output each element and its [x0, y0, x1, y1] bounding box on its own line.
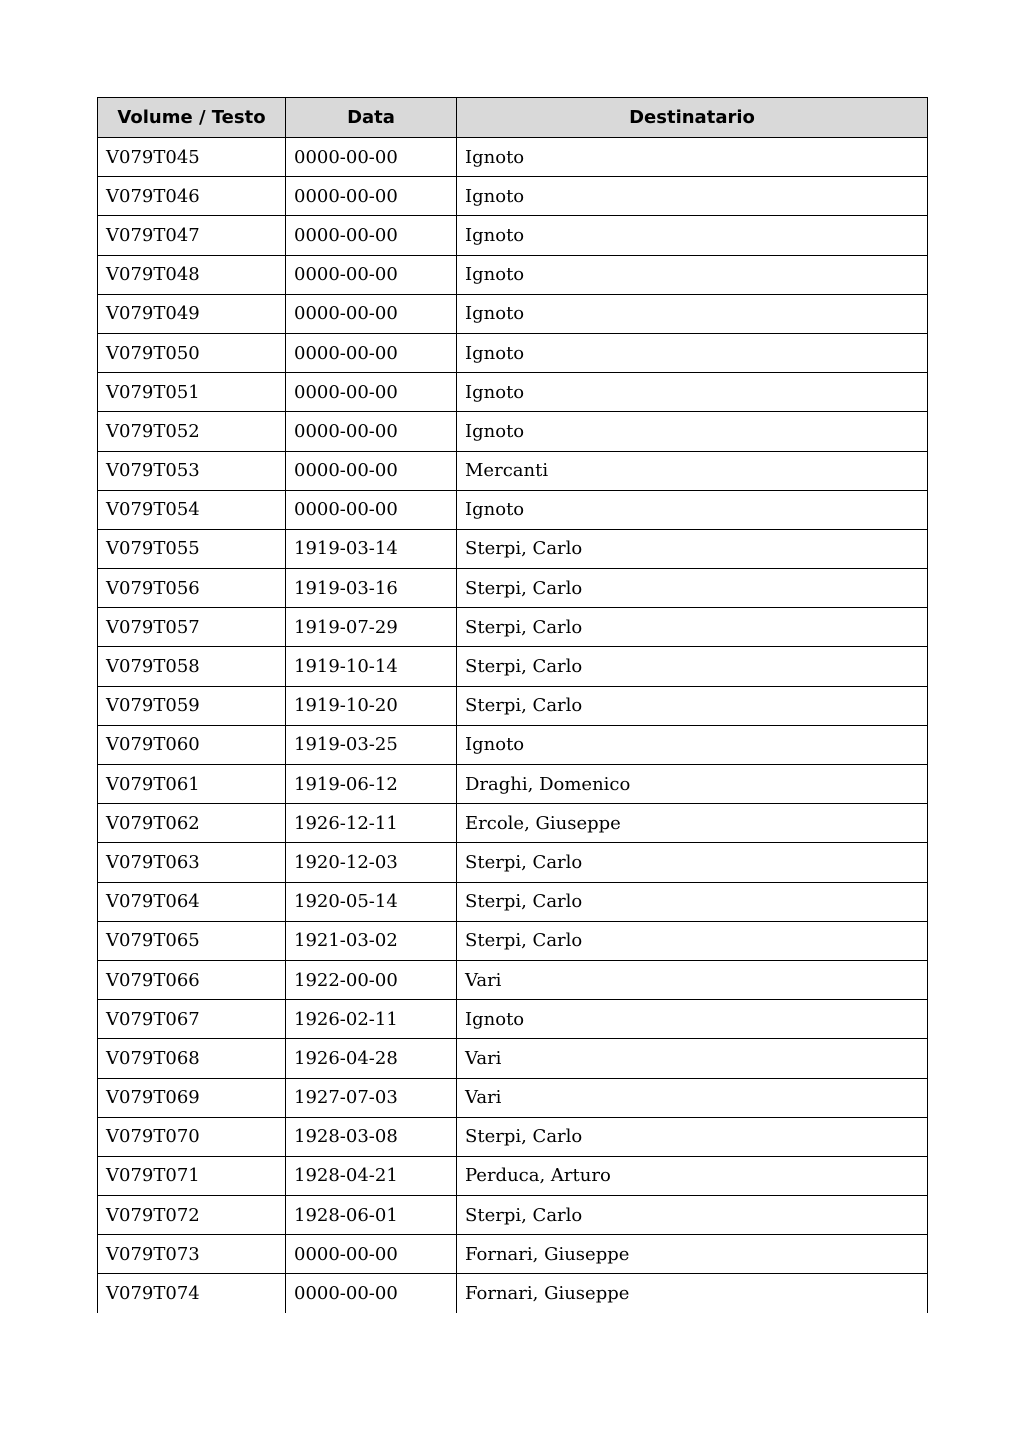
- cell-date: 1926-02-11: [286, 1000, 457, 1039]
- cell-recipient: Ignoto: [457, 177, 928, 216]
- table-row: [98, 255, 928, 294]
- cell-volume: V079T065: [98, 921, 286, 960]
- table-row: [98, 1039, 928, 1078]
- cell-recipient: Vari: [457, 1039, 928, 1078]
- cell-recipient: Sterpi, Carlo: [457, 569, 928, 608]
- table-row: [98, 177, 928, 216]
- cell-recipient: Vari: [457, 960, 928, 999]
- cell-volume: V079T055: [98, 529, 286, 568]
- table-row: [98, 490, 928, 529]
- cell-volume: V079T058: [98, 647, 286, 686]
- cell-volume: V079T066: [98, 960, 286, 999]
- cell-date: 0000-00-00: [286, 216, 457, 255]
- cell-volume: V079T057: [98, 608, 286, 647]
- table-row: [98, 1196, 928, 1235]
- cell-recipient: Perduca, Arturo: [457, 1156, 928, 1195]
- cell-volume: V079T070: [98, 1117, 286, 1156]
- cell-date: 1928-03-08: [286, 1117, 457, 1156]
- cell-volume: V079T045: [98, 138, 286, 177]
- cell-volume: V079T059: [98, 686, 286, 725]
- cell-date: 1919-07-29: [286, 608, 457, 647]
- cell-recipient: Ignoto: [457, 1000, 928, 1039]
- table-row: [98, 451, 928, 490]
- cell-recipient: Vari: [457, 1078, 928, 1117]
- cell-volume: V079T063: [98, 843, 286, 882]
- header-row: [98, 98, 928, 138]
- cell-date: 0000-00-00: [286, 412, 457, 451]
- cell-volume: V079T064: [98, 882, 286, 921]
- cell-recipient: Ignoto: [457, 333, 928, 372]
- table-row: [98, 1000, 928, 1039]
- cell-volume: V079T049: [98, 294, 286, 333]
- cell-volume: V079T053: [98, 451, 286, 490]
- cell-date: 1919-03-14: [286, 529, 457, 568]
- table-row: [98, 765, 928, 804]
- cell-volume: V079T050: [98, 333, 286, 372]
- cell-volume: V079T054: [98, 490, 286, 529]
- cell-recipient: Sterpi, Carlo: [457, 686, 928, 725]
- table-row: [98, 1078, 928, 1117]
- cell-recipient: Ignoto: [457, 412, 928, 451]
- cell-date: 1919-03-25: [286, 725, 457, 764]
- cell-volume: V079T047: [98, 216, 286, 255]
- cell-recipient: Sterpi, Carlo: [457, 608, 928, 647]
- cell-recipient: Sterpi, Carlo: [457, 647, 928, 686]
- table-row: [98, 686, 928, 725]
- cell-date: 0000-00-00: [286, 490, 457, 529]
- cell-recipient: Ignoto: [457, 216, 928, 255]
- cell-recipient: Ignoto: [457, 138, 928, 177]
- column-header-volume: Volume / Testo: [98, 98, 286, 138]
- cell-volume: V079T072: [98, 1196, 286, 1235]
- cell-recipient: Sterpi, Carlo: [457, 1117, 928, 1156]
- cell-date: 0000-00-00: [286, 255, 457, 294]
- cell-recipient: Fornari, Giuseppe: [457, 1274, 928, 1313]
- cell-recipient: Fornari, Giuseppe: [457, 1235, 928, 1274]
- cell-date: 1921-03-02: [286, 921, 457, 960]
- table-row: [98, 138, 928, 177]
- table-row: [98, 569, 928, 608]
- table-row: [98, 921, 928, 960]
- cell-date: 0000-00-00: [286, 1274, 457, 1313]
- table-row: [98, 608, 928, 647]
- cell-recipient: Sterpi, Carlo: [457, 882, 928, 921]
- table-row: [98, 294, 928, 333]
- cell-volume: V079T060: [98, 725, 286, 764]
- table-row: [98, 960, 928, 999]
- cell-date: 1922-00-00: [286, 960, 457, 999]
- cell-volume: V079T071: [98, 1156, 286, 1195]
- table-row: [98, 412, 928, 451]
- cell-recipient: Sterpi, Carlo: [457, 843, 928, 882]
- column-header-date: Data: [286, 98, 457, 138]
- table-row: [98, 804, 928, 843]
- cell-recipient: Ignoto: [457, 294, 928, 333]
- cell-date: 1919-10-20: [286, 686, 457, 725]
- cell-date: 1926-12-11: [286, 804, 457, 843]
- cell-date: 0000-00-00: [286, 294, 457, 333]
- cell-volume: V079T074: [98, 1274, 286, 1313]
- table-row: [98, 1156, 928, 1195]
- table-row: [98, 882, 928, 921]
- cell-date: 1927-07-03: [286, 1078, 457, 1117]
- cell-recipient: Ignoto: [457, 255, 928, 294]
- cell-recipient: Mercanti: [457, 451, 928, 490]
- cell-date: 0000-00-00: [286, 1235, 457, 1274]
- cell-volume: V079T062: [98, 804, 286, 843]
- cell-date: 0000-00-00: [286, 177, 457, 216]
- cell-date: 1926-04-28: [286, 1039, 457, 1078]
- cell-date: 1920-12-03: [286, 843, 457, 882]
- cell-volume: V079T073: [98, 1235, 286, 1274]
- table-row: [98, 647, 928, 686]
- cell-volume: V079T067: [98, 1000, 286, 1039]
- table-row: [98, 1235, 928, 1274]
- table-row: [98, 373, 928, 412]
- cell-date: 1928-04-21: [286, 1156, 457, 1195]
- cell-volume: V079T051: [98, 373, 286, 412]
- cell-recipient: Sterpi, Carlo: [457, 921, 928, 960]
- table-row: [98, 529, 928, 568]
- cell-recipient: Draghi, Domenico: [457, 765, 928, 804]
- table-row: [98, 1117, 928, 1156]
- cell-date: 1919-06-12: [286, 765, 457, 804]
- table-body: [98, 138, 928, 1314]
- cell-volume: V079T048: [98, 255, 286, 294]
- table-row: [98, 843, 928, 882]
- table-row: [98, 216, 928, 255]
- cell-recipient: Ignoto: [457, 725, 928, 764]
- letters-table: [97, 97, 928, 1313]
- cell-recipient: Ignoto: [457, 490, 928, 529]
- column-header-recipient: Destinatario: [457, 98, 928, 138]
- table-header: [98, 98, 928, 138]
- cell-volume: V079T056: [98, 569, 286, 608]
- table-row: [98, 1274, 928, 1313]
- cell-date: 1920-05-14: [286, 882, 457, 921]
- cell-date: 1919-10-14: [286, 647, 457, 686]
- document-page: [97, 97, 927, 1313]
- cell-recipient: Ercole, Giuseppe: [457, 804, 928, 843]
- cell-date: 1928-06-01: [286, 1196, 457, 1235]
- cell-recipient: Ignoto: [457, 373, 928, 412]
- cell-date: 0000-00-00: [286, 451, 457, 490]
- cell-volume: V079T046: [98, 177, 286, 216]
- cell-recipient: Sterpi, Carlo: [457, 529, 928, 568]
- cell-volume: V079T069: [98, 1078, 286, 1117]
- cell-volume: V079T068: [98, 1039, 286, 1078]
- cell-recipient: Sterpi, Carlo: [457, 1196, 928, 1235]
- cell-volume: V079T061: [98, 765, 286, 804]
- cell-date: 0000-00-00: [286, 138, 457, 177]
- cell-volume: V079T052: [98, 412, 286, 451]
- cell-date: 1919-03-16: [286, 569, 457, 608]
- cell-date: 0000-00-00: [286, 333, 457, 372]
- cell-date: 0000-00-00: [286, 373, 457, 412]
- table-row: [98, 333, 928, 372]
- table-row: [98, 725, 928, 764]
